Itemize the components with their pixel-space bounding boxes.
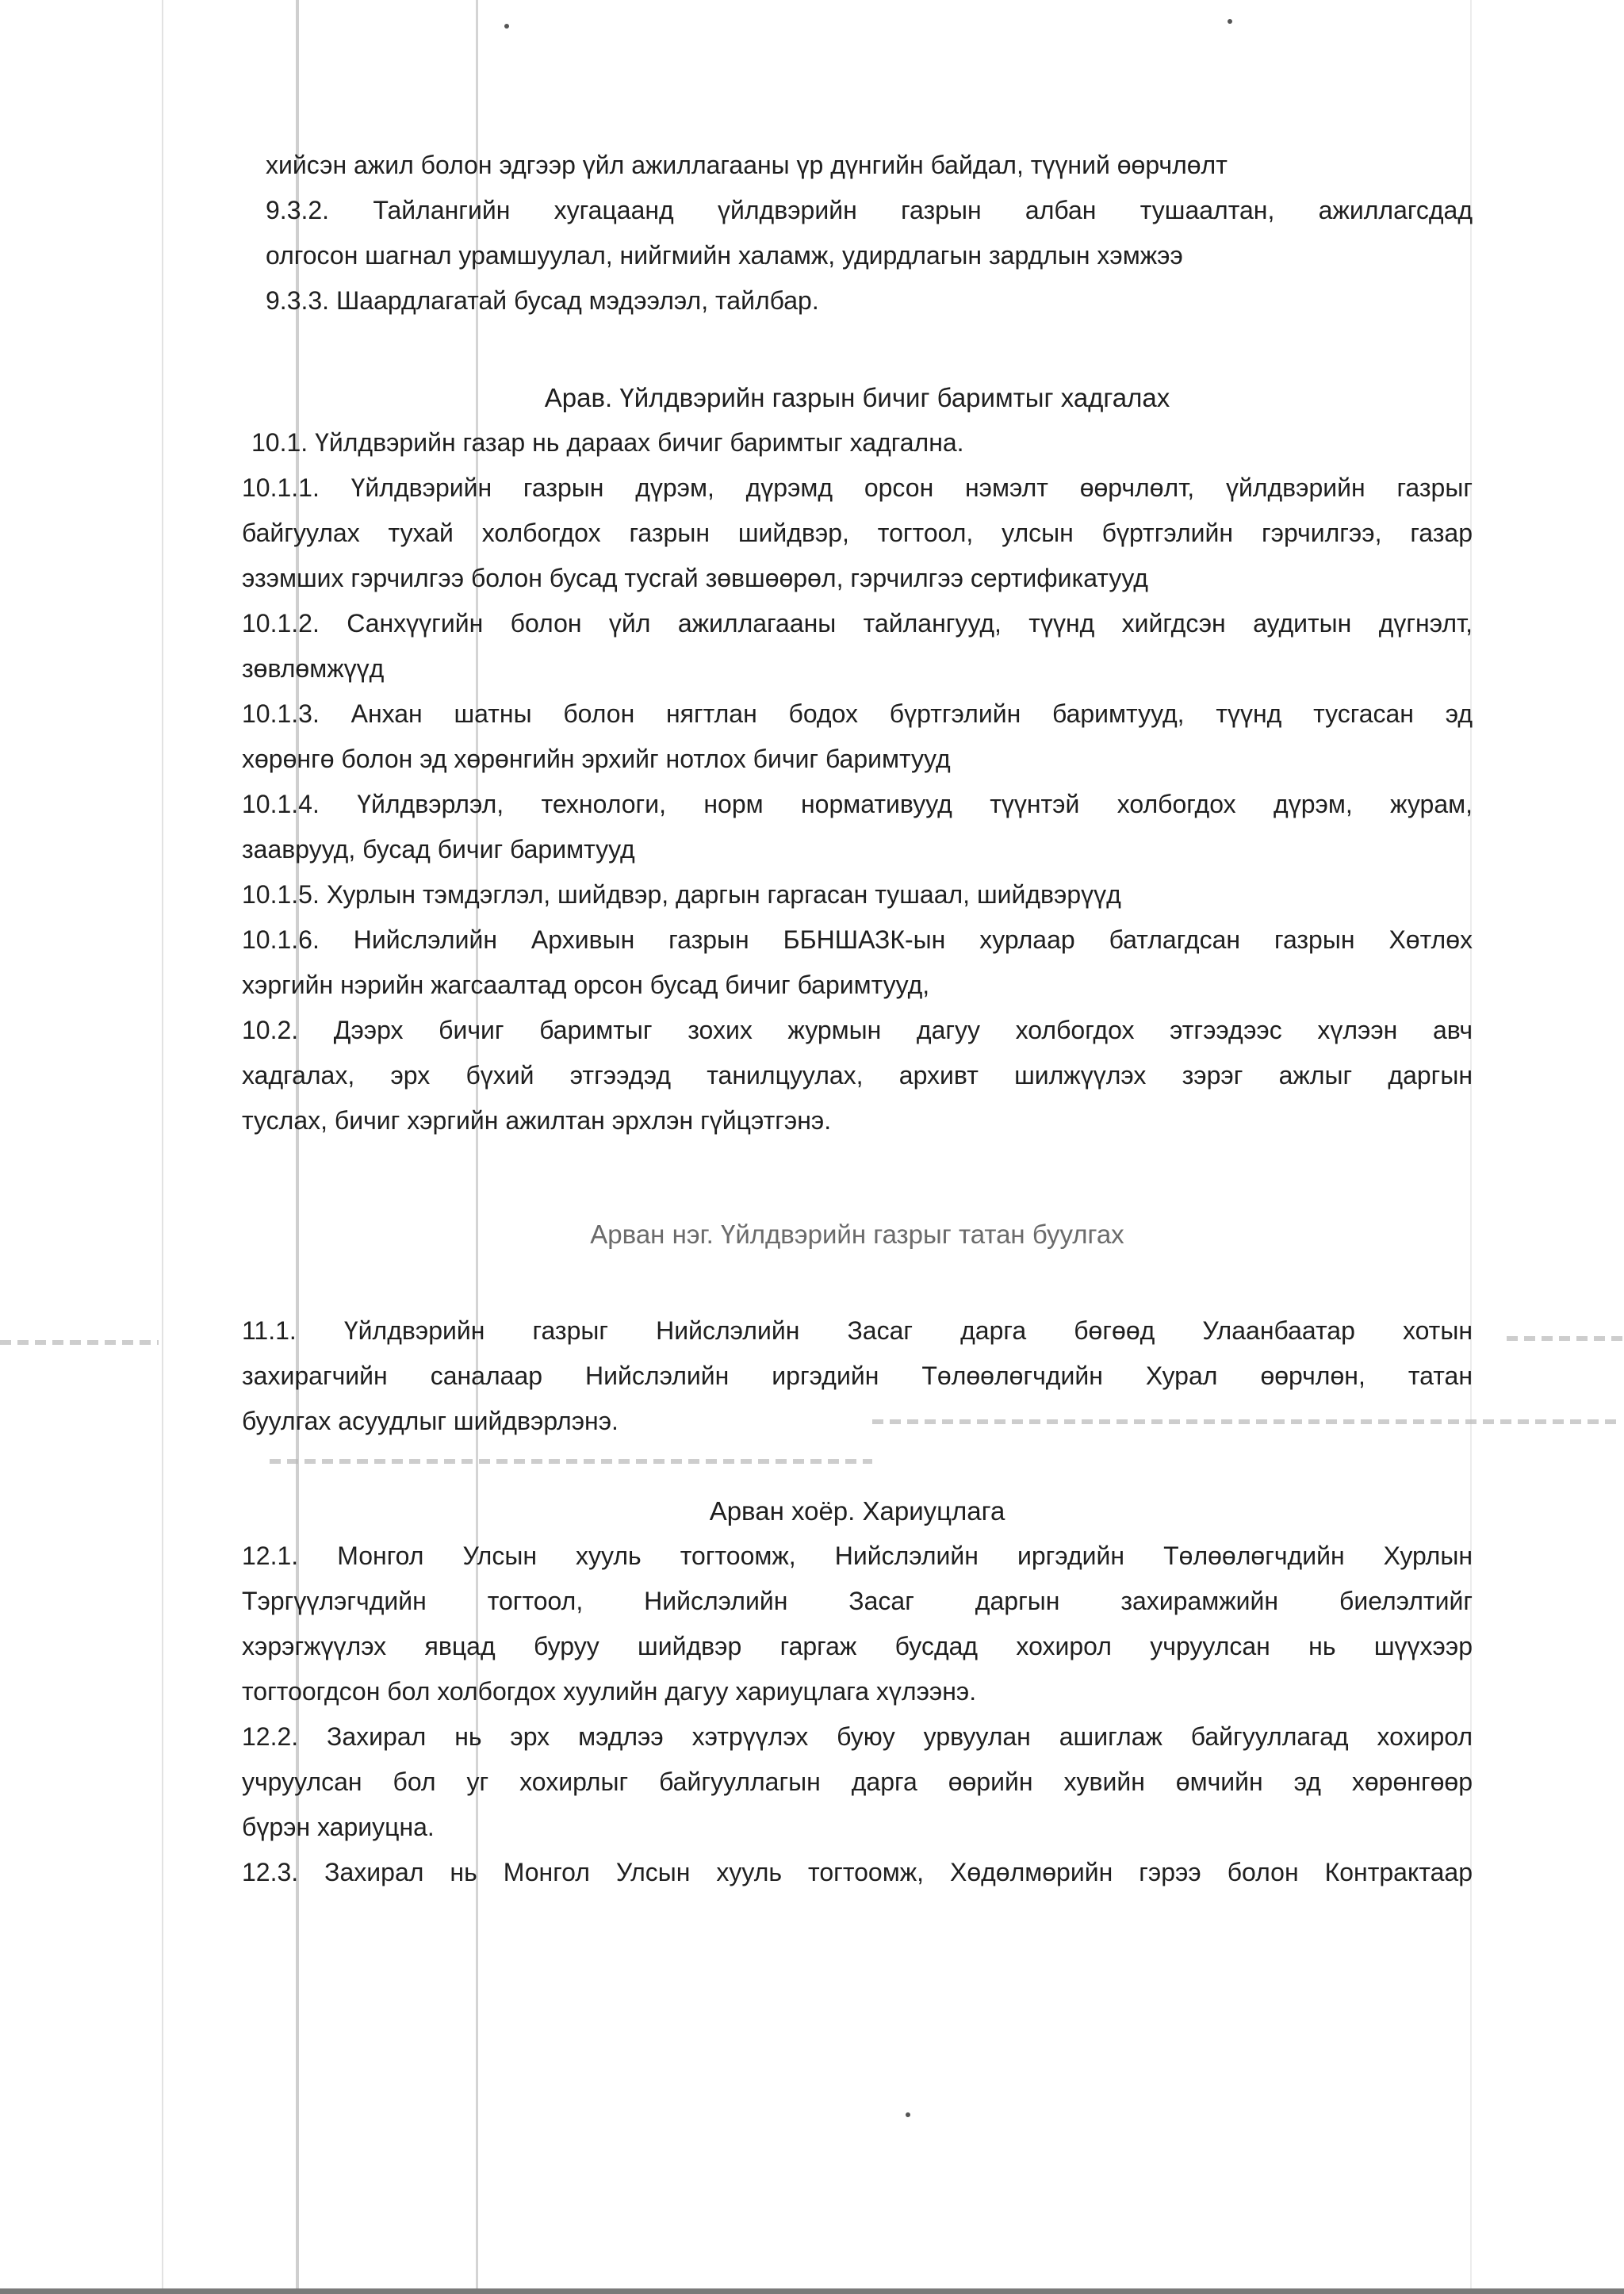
top-continuation: [242, 143, 1473, 324]
text-line: 9.3.3. Шаардлагатай бусад мэдээлэл, тайлбар.: [266, 286, 819, 315]
section-10: [242, 375, 1473, 1143]
text-line: хөрөнгө болон эд хөрөнгийн эрхийг нотлох бичиг баримтууд: [242, 745, 951, 773]
section-12: [242, 1488, 1473, 1895]
text-line: хийсэн ажил болон эдгээр үйл ажиллагааны үр дүнгийн байдал, түүний өөрчлөлт: [266, 151, 1228, 179]
text-line: хэрэгжүүлэх явцад буруу шийдвэр гаргаж бусдад хохирол учруулсан нь шүүхээр: [242, 1632, 1473, 1660]
text-line: эзэмших гэрчилгээ болон бусад тусгай зөвшөөрөл, гэрчилгээ сертификатууд: [242, 564, 1148, 592]
text-line: учруулсан бол уг хохирлыг байгууллагын дарга өөрийн хувийн өмчийн эд хөрөнгөөр: [242, 1767, 1473, 1796]
section-heading: Арван хоёр. Хариуцлага: [709, 1496, 1005, 1526]
text-line: зааврууд, бусад бичиг баримтууд: [242, 835, 635, 864]
scan-bottom-edge: [0, 2288, 1624, 2294]
text-line: 9.3.2. Тайлангийн хугацаанд үйлдвэрийн газрын албан тушаалтан, ажиллагсдад: [266, 196, 1473, 224]
scan-artifact-line: [296, 0, 299, 2294]
text-line: хэргийн нэрийн жагсаалтад орсон бусад бичиг баримтууд,: [242, 971, 930, 999]
text-line: зөвлөмжүүд: [242, 654, 385, 683]
section-heading: Арван нэг. Үйлдвэрийн газрыг татан буулгах: [590, 1220, 1124, 1249]
scan-smudge: [0, 1340, 159, 1345]
text-line: 10.1. Үйлдвэрийн газар нь дараах бичиг баримтыг хадгална.: [251, 428, 964, 457]
text-line: 11.1. Үйлдвэрийн газрыг Нийслэлийн Засаг дарга бөгөөд Улаанбаатар хотын: [242, 1316, 1473, 1345]
scan-smudge: [1507, 1336, 1624, 1341]
scan-artifact-line: [162, 0, 163, 2294]
text-line: 10.1.1. Үйлдвэрийн газрын дүрэм, дүрэмд орсон нэмэлт өөрчлөлт, үйлдвэрийн газрыг: [242, 473, 1473, 502]
section-11-body: [242, 1308, 1473, 1444]
text-line: 12.2. Захирал нь эрх мэдлээ хэтрүүлэх буюу урвуулан ашиглаж байгууллагад хохирол: [242, 1722, 1473, 1751]
text-line: 10.1.5. Хурлын тэмдэглэл, шийдвэр, даргын гаргасан тушаал, шийдвэрүүд: [242, 880, 1121, 909]
text-line: тогтоогдсон бол холбогдох хуулийн дагуу хариуцлага хүлээнэ.: [242, 1677, 977, 1706]
text-line: 10.1.2. Санхүүгийн болон үйл ажиллагааны тайлангууд, түүнд хийгдсэн аудитын дүгнэлт,: [242, 609, 1473, 638]
scan-speck: [1228, 19, 1232, 24]
scan-artifact-line: [476, 0, 478, 2294]
text-line: 12.3. Захирал нь Монгол Улсын хууль тогтоомж, Хөдөлмөрийн гэрээ болон Контрактаар: [242, 1858, 1473, 1886]
text-line: 12.1. Монгол Улсын хууль тогтоомж, Нийслэлийн иргэдийн Төлөөлөгчдийн Хурлын: [242, 1541, 1473, 1570]
text-line: буулгах асуудлыг шийдвэрлэнэ.: [242, 1407, 619, 1435]
text-line: захирагчийн саналаар Нийслэлийн иргэдийн Төлөөлөгчдийн Хурал өөрчлөн, татан: [242, 1361, 1473, 1390]
scan-smudge: [270, 1459, 872, 1464]
scan-speck: [906, 2112, 910, 2117]
text-line: хадгалах, эрх бүхий этгээдэд танилцуулах, архивт шилжүүлэх зэрэг ажлыг даргын: [242, 1061, 1473, 1090]
text-line: 10.1.3. Анхан шатны болон нягтлан бодох бүртгэлийн баримтууд, түүнд тусгасан эд: [242, 699, 1473, 728]
text-line: 10.1.6. Нийслэлийн Архивын газрын ББНШАЗК-ын хурлаар батлагдсан газрын Хөтлөх: [242, 925, 1473, 954]
text-line: 10.2. Дээрх бичиг баримтыг зохих журмын дагуу холбогдох этгээдээс хүлээн авч: [242, 1016, 1473, 1044]
text-line: бүрэн хариуцна.: [242, 1813, 435, 1841]
text-line: олгосон шагнал урамшуулал, нийгмийн халамж, удирдлагын зардлын хэмжээ: [266, 241, 1183, 270]
section-11: [242, 1212, 1473, 1257]
text-line: Тэргүүлэгчдийн тогтоол, Нийслэлийн Засаг даргын захирамжийн биелэлтийг: [242, 1587, 1473, 1615]
text-line: туслах, бичиг хэргийн ажилтан эрхлэн гүйцэтгэнэ.: [242, 1106, 832, 1135]
text-line: 10.1.4. Үйлдвэрлэл, технологи, норм нормативууд түүнтэй холбогдох дүрэм, журам,: [242, 790, 1473, 818]
scan-artifact-line: [1470, 0, 1472, 2294]
text-line: байгуулах тухай холбогдох газрын шийдвэр, тогтоол, улсын бүртгэлийн гэрчилгээ, газар: [242, 519, 1473, 547]
section-heading: Арав. Үйлдвэрийн газрын бичиг баримтыг хадгалах: [544, 383, 1170, 412]
scan-speck: [504, 24, 509, 29]
